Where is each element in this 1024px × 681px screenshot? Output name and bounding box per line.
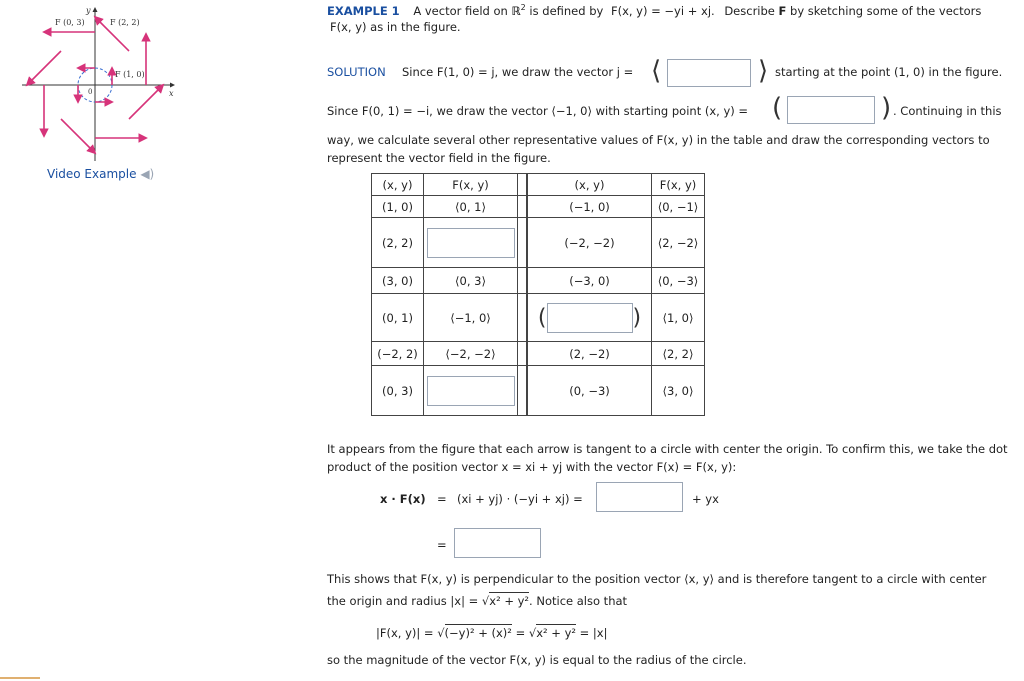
tangent-line-2: product of the position vector x = xi + yj with the vector F(x) = F(x, y):	[327, 460, 737, 474]
cell: (2, −2)	[527, 342, 652, 366]
arrow-f2m2	[129, 85, 163, 119]
cell: ⟨0, −1⟩	[652, 196, 705, 218]
video-example-link[interactable]	[47, 167, 154, 181]
table-gap	[518, 366, 528, 416]
cell: (1, 0)	[372, 196, 424, 218]
dot-product-expansion: (xi + yj) · (−yi + xj) =	[457, 492, 583, 506]
cell	[424, 366, 518, 416]
right-paren: )	[881, 93, 892, 123]
header-xy-right: (x, y)	[527, 174, 652, 196]
magnitude-sqrt-2: x² + y²	[536, 626, 576, 640]
conclusion-line-1: This shows that F(x, y) is perpendicular to the position vector ⟨x, y⟩ and is therefore tangent to a circle with center	[327, 572, 987, 586]
dot-product-lhs: x · F(x)	[380, 492, 426, 506]
example-label: EXAMPLE 1	[327, 3, 400, 18]
solution-line-3: way, we calculate several other representative values of F(x, y) in the table and draw the corresponding vectors to	[327, 133, 990, 147]
equals-sign-2: =	[437, 538, 447, 552]
solution-line-2: Since F(0, 1) = −i, we draw the vector ⟨−1, 0⟩ with starting point (x, y) =	[327, 104, 749, 118]
table-gap	[518, 218, 528, 268]
dot-product-tail: + yx	[692, 492, 719, 506]
table-gap	[518, 174, 528, 196]
intro-text-f: by sketching some of the vectors	[786, 3, 982, 18]
cell: ( )	[527, 294, 652, 342]
cell: (−2, 2)	[372, 342, 424, 366]
cell: (−3, 0)	[527, 268, 652, 294]
table-header-row	[372, 174, 705, 196]
tangent-line-1: It appears from the figure that each arrow is tangent to a circle with center the origin. To confirm this, we take the dot	[327, 442, 1008, 456]
solution-label: SOLUTION	[327, 65, 386, 79]
label-x-axis: x	[169, 89, 174, 98]
arrow-fm22	[27, 51, 61, 85]
progress-stub	[0, 677, 40, 679]
solution-line-2-end: . Continuing in this	[893, 104, 1002, 118]
label-f03: F (0, 3)	[55, 18, 85, 27]
answer-box-f22[interactable]	[427, 228, 515, 258]
table-row	[372, 196, 705, 218]
magnitude-equation	[376, 626, 608, 640]
table-gap	[518, 342, 528, 366]
solution-line-4: represent the vector field in the figure.	[327, 151, 551, 165]
magnitude-lhs: |F(x, y)| = √	[376, 626, 445, 640]
cell: (0, −3)	[527, 366, 652, 416]
answer-box-dot-product[interactable]	[596, 482, 683, 512]
equals-sign: =	[437, 492, 447, 506]
conclusion-line-2	[327, 594, 627, 608]
header-xy-left: (x, y)	[372, 174, 424, 196]
table-row	[372, 294, 705, 342]
label-y-axis: y	[86, 6, 91, 15]
cell: ⟨2, 2⟩	[652, 342, 705, 366]
answer-box-j[interactable]	[667, 59, 751, 87]
cell: (2, 2)	[372, 218, 424, 268]
cell: ⟨0, 1⟩	[424, 196, 518, 218]
cell: ⟨2, −2⟩	[652, 218, 705, 268]
intro-text: A vector field on	[413, 3, 512, 18]
table-row	[372, 366, 705, 416]
cell: (3, 0)	[372, 268, 424, 294]
label-f10: F (1, 0)	[115, 70, 145, 79]
table-row	[372, 268, 705, 294]
label-f22: F (2, 2)	[110, 18, 140, 27]
answer-box-result[interactable]	[454, 528, 541, 558]
right-angle: ⟩	[758, 56, 769, 86]
magnitude-rhs: = |x|	[575, 626, 608, 640]
header-f-left: F(x, y)	[424, 174, 518, 196]
table-gap	[518, 268, 528, 294]
header-line-2: F(x, y) as in the figure.	[330, 20, 461, 34]
cell: (−2, −2)	[527, 218, 652, 268]
left-angle: ⟨	[651, 56, 662, 86]
solution-line-1-end: starting at the point (1, 0) in the figure.	[775, 65, 1003, 79]
values-table	[371, 173, 705, 416]
cell: (−1, 0)	[527, 196, 652, 218]
cell: (0, 1)	[372, 294, 424, 342]
cell: ⟨0, 3⟩	[424, 268, 518, 294]
intro-text-b: is defined by	[525, 3, 607, 18]
table-gap	[518, 196, 528, 218]
vector-field-figure	[22, 6, 182, 166]
answer-box-f03[interactable]	[427, 376, 515, 406]
cell: ⟨0, −3⟩	[652, 268, 705, 294]
field-definition: F(x, y) = −yi + xj.	[610, 3, 715, 18]
intro-text-d: Describe	[724, 3, 779, 18]
cell: (0, 3)	[372, 366, 424, 416]
speaker-icon: ◀)	[140, 167, 155, 181]
table-row	[372, 342, 705, 366]
example-header	[327, 3, 981, 18]
answer-box-start-point[interactable]	[787, 96, 875, 124]
left-paren: (	[772, 93, 783, 123]
radius-text: the origin and radius |x| = √	[327, 594, 490, 608]
r2-symbol: ℝ	[511, 3, 521, 18]
table-row	[372, 218, 705, 268]
intro-text-e: F	[778, 3, 787, 18]
arrow-fm2m2	[61, 119, 95, 153]
notice-text: . Notice also that	[529, 594, 628, 608]
cell: ⟨1, 0⟩	[652, 294, 705, 342]
cell: ⟨−2, −2⟩	[424, 342, 518, 366]
table-gap	[518, 294, 528, 342]
solution-line-1: Since F(1, 0) = j, we draw the vector j =	[402, 65, 634, 79]
header-f-right: F(x, y)	[652, 174, 705, 196]
conclusion-line-3: so the magnitude of the vector F(x, y) is equal to the radius of the circle.	[327, 653, 747, 667]
magnitude-sqrt-1: (−y)² + (x)²	[444, 626, 512, 640]
cell	[424, 218, 518, 268]
r2-exponent: 2	[520, 3, 526, 12]
radius-sqrt: x² + y²	[489, 594, 530, 608]
cell: ⟨−1, 0⟩	[424, 294, 518, 342]
cell: ⟨3, 0⟩	[652, 366, 705, 416]
video-example-label: Video Example	[47, 167, 137, 181]
magnitude-eq: = √	[511, 626, 537, 640]
answer-box-point[interactable]	[547, 303, 633, 333]
label-origin: 0	[88, 88, 93, 96]
